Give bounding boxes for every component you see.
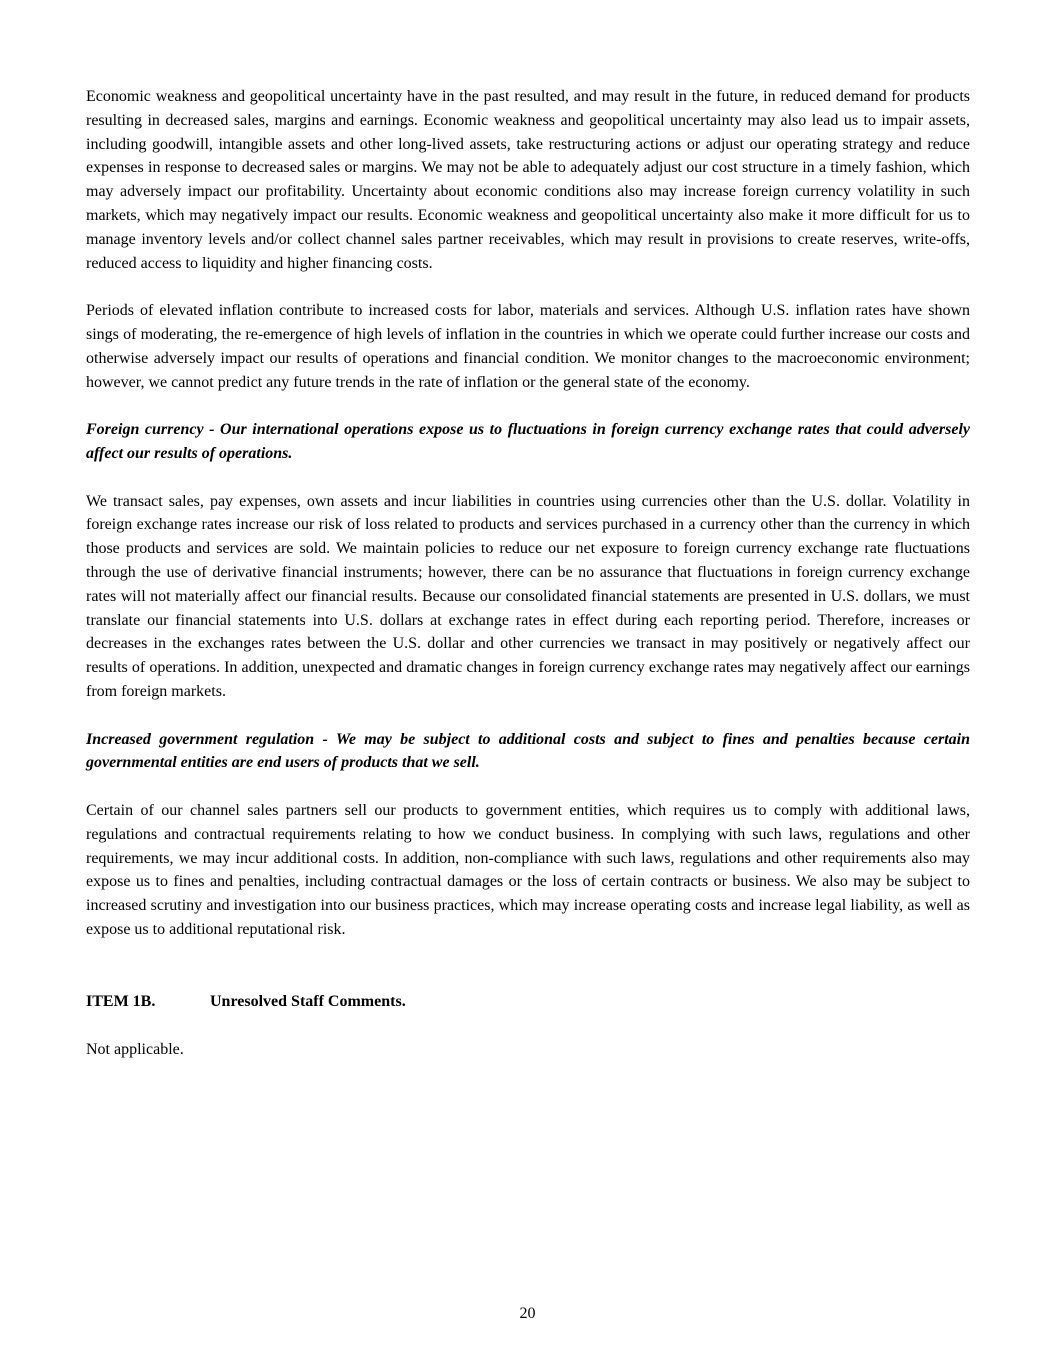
item-1b-heading (86, 990, 970, 1014)
page-number: 20 (519, 1305, 536, 1322)
item-1b-number: ITEM 1B. (86, 992, 156, 1010)
paragraph-government-regulation: Certain of our channel sales partners sell our products to government entities, which requires us to comply with additional laws, regulations and contractual requirements relating to how we conduct business. In complying with such laws, regulations and other requirements, we may incur additional costs. In addition, non-compliance with such laws, regulations and other requirements also may expose us to fines and penalties, including contractual damages or the loss of certain contracts or business. We also may be subject to increased scrutiny and investigation into our business practices, which may increase operating costs and increase legal liability, as well as expose us to additional reputational risk. (86, 801, 970, 938)
paragraph-inflation: Periods of elevated inflation contribute to increased costs for labor, materials and services. Although U.S. inflation rates have shown sings of moderating, the re-emergence of high levels of inflation in the countries in which we operate could further increase our costs and otherwise adversely impact our results of operations and financial condition. We monitor changes to the macroeconomic environment; however, we cannot predict any future trends in the rate of inflation or the general state of the economy. (86, 302, 970, 391)
item-1b-body: Not applicable. (86, 1040, 184, 1058)
document-page (86, 85, 970, 1061)
heading-government-regulation: Increased government regulation - We may be subject to additional costs and subject to fines and penalties because certain governmental entities are end users of products that we sell. (86, 730, 970, 772)
heading-foreign-currency: Foreign currency - Our international operations expose us to fluctuations in foreign currency exchange rates that could adversely affect our results of operations. (86, 421, 970, 462)
paragraph-foreign-currency: We transact sales, pay expenses, own assets and incur liabilities in countries using currencies other than the U.S. dollar. Volatility in foreign exchange rates increase our risk of loss related to products and services purchased in a currency other than the currency in which those products and services are sold. We maintain policies to reduce our net exposure to foreign currency exchange rate fluctuations through the use of derivative financial instruments; however, there can be no assurance that fluctuations in foreign currency exchange rates will not materially affect our financial results. Because our consolidated financial statements are presented in U.S. dollars, we must translate our financial statements into U.S. dollars at exchange rates in effect during each reporting period. Therefore, increases or decreases in the exchanges rates between the U.S. dollar and other currencies we transact in may positively or negatively affect our results of operations. In addition, unexpected and dramatic changes in foreign currency exchange rates may negatively affect our earnings from foreign markets. (86, 492, 970, 700)
item-1b-title: Unresolved Staff Comments. (210, 992, 406, 1010)
paragraph-economic-weakness: Economic weakness and geopolitical uncertainty have in the past resulted, and may result in the future, in reduced demand for products resulting in decreased sales, margins and earnings. Economic weakness and geopolitical uncertainty may also lead us to impair assets, including goodwill, intangible assets and other long-lived assets, take restructuring actions or adjust our operating strategy and reduce expenses in response to decreased sales or margins. We may not be able to adequately adjust our cost structure in a timely fashion, which may adversely impact our profitability. Uncertainty about economic conditions also may increase foreign currency volatility in such markets, which may negatively impact our results. Economic weakness and geopolitical uncertainty also make it more difficult for us to manage inventory levels and/or collect channel sales partner receivables, which may result in provisions to create reserves, write-offs, reduced access to liquidity and higher financing costs. (86, 88, 970, 272)
